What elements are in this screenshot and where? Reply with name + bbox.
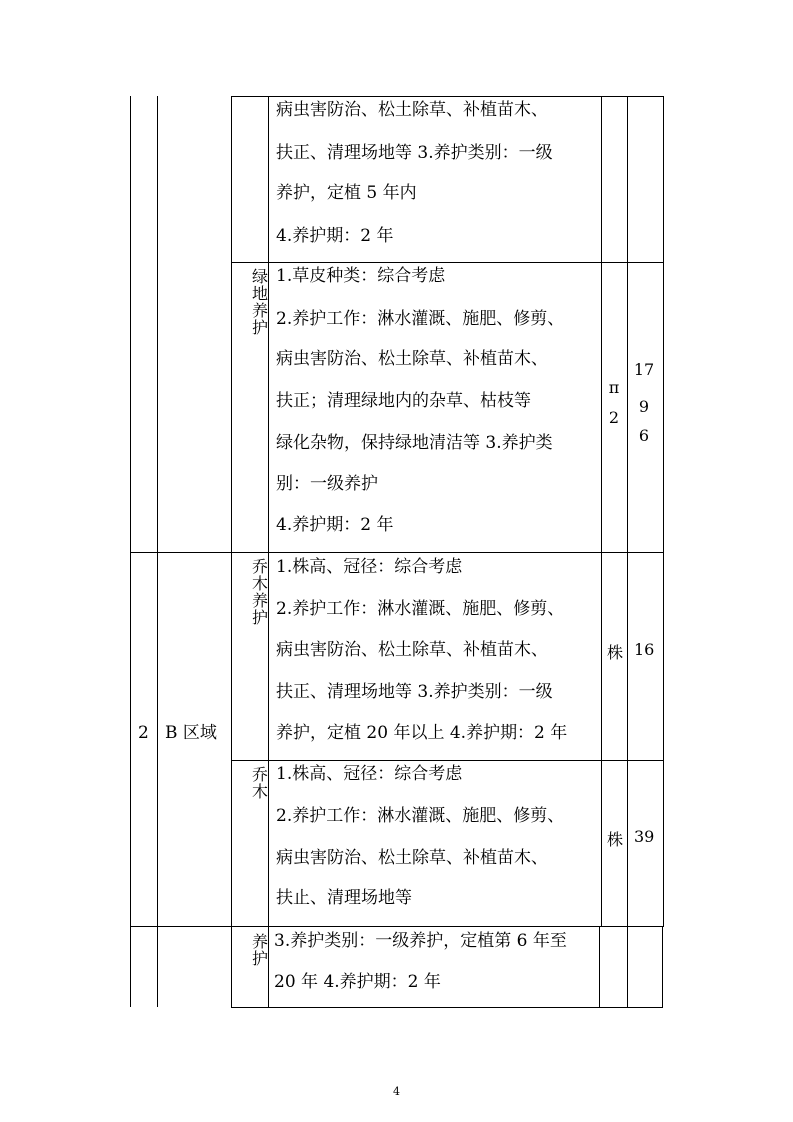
item-name: 养护 (252, 932, 269, 968)
content-line: 病虫害防治、松土除草、补植苗木、 (276, 640, 548, 660)
content-line: 别：一级养护 (276, 474, 378, 494)
item-name: 乔木 (252, 765, 269, 801)
grid-line (268, 96, 269, 926)
content-line: 1.株高、冠径：综合考虑 (276, 764, 463, 784)
page-number: 4 (393, 1085, 400, 1098)
quantity-cell: 39 (634, 827, 655, 846)
content-line: 4.养护期：2 年 (276, 515, 394, 535)
grid-line (599, 927, 600, 1008)
item-name: 绿地养护 (252, 267, 269, 337)
content-line: 2.养护工作：淋水灌溉、施肥、修剪、 (276, 309, 565, 329)
content-line: 病虫害防治、松土除草、补植苗木、 (276, 100, 548, 120)
unit-cell: 株 (607, 643, 624, 662)
content-line: 扶正、清理场地等 3.养护类别：一级 (276, 143, 553, 163)
content-line: 病虫害防治、松土除草、补植苗木、 (276, 349, 548, 369)
grid-line (231, 1007, 663, 1008)
unit-char: π (608, 378, 620, 397)
content-line: 1.草皮种类：综合考虑 (276, 266, 446, 286)
content-line: 绿化杂物，保持绿地清洁等 3.养护类 (276, 433, 553, 453)
grid-line (231, 760, 664, 761)
grid-line (601, 96, 602, 926)
content-line: 养护，定植 5 年内 (276, 183, 417, 203)
content-line: 20 年 4.养护期：2 年 (274, 972, 441, 992)
quantity-char: 9 (638, 397, 650, 416)
grid-line (157, 96, 158, 926)
content-line: 病虫害防治、松土除草、补植苗木、 (276, 848, 548, 868)
content-line: 扶止、清理场地等 (276, 888, 412, 908)
unit-cell: 株 (607, 830, 624, 849)
grid-line (130, 96, 131, 926)
grid-line (663, 96, 664, 926)
quantity-char: 6 (638, 426, 650, 445)
grid-line (627, 96, 628, 926)
content-line: 2.养护工作：淋水灌溉、施肥、修剪、 (276, 599, 565, 619)
content-line: 1.株高、冠径：综合考虑 (276, 557, 463, 577)
grid-line (231, 262, 664, 263)
content-line: 养护，定植 20 年以上 4.养护期：2 年 (276, 723, 568, 743)
content-line: 扶正；清理绿地内的杂草、枯枝等 (276, 391, 531, 411)
content-line: 4.养护期：2 年 (276, 226, 394, 246)
content-line: 2.养护工作：淋水灌溉、施肥、修剪、 (276, 806, 565, 826)
row-index: 2 (138, 723, 149, 743)
grid-line (157, 927, 158, 1007)
grid-line (130, 927, 131, 1007)
content-line: 扶正、清理场地等 3.养护类别：一级 (276, 682, 553, 702)
content-line: 3.养护类别：一级养护，定植第 6 年至 (274, 931, 567, 951)
quantity-cell: 16 (634, 640, 655, 659)
grid-line (231, 96, 664, 97)
unit-char: 2 (608, 408, 620, 427)
area-name: B 区域 (165, 723, 217, 743)
grid-line (130, 552, 664, 553)
grid-line (231, 927, 232, 1008)
grid-line (130, 926, 664, 927)
quantity-char: 17 (633, 360, 655, 379)
item-name: 乔木养护 (252, 557, 269, 627)
grid-line (662, 927, 663, 1008)
grid-line (231, 96, 232, 926)
grid-line (627, 927, 628, 1008)
